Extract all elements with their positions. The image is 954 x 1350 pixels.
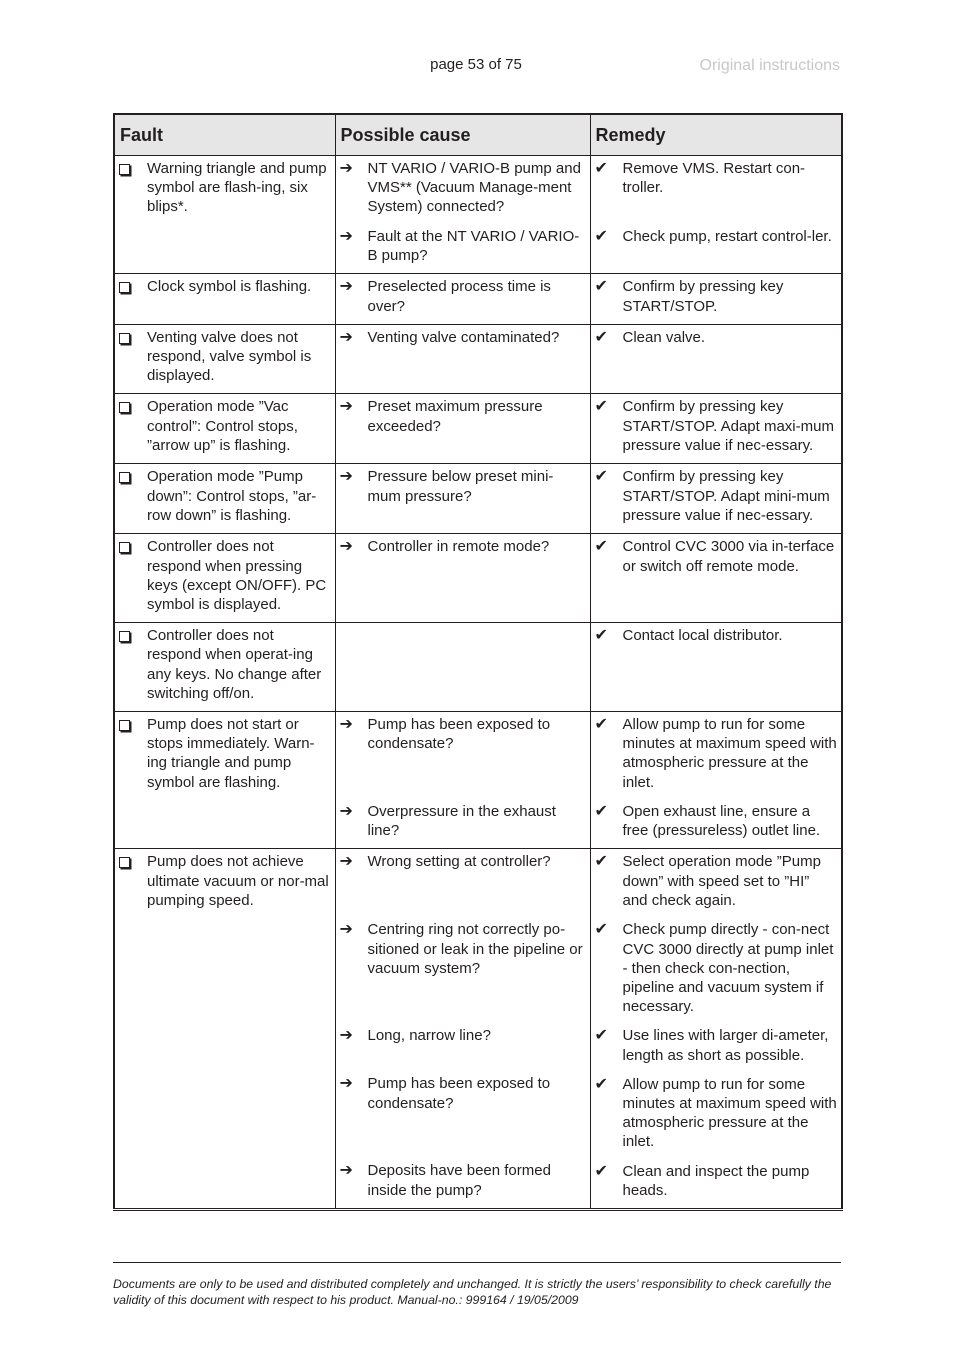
arrow-right-icon: ➔ bbox=[339, 468, 353, 486]
remedy-item bbox=[591, 397, 842, 455]
fault-text: Pump does not achieve ultimate vacuum or nor-mal pumping speed. bbox=[147, 853, 329, 909]
checkmark-icon: ✔ bbox=[594, 398, 608, 416]
remedy-item bbox=[591, 626, 842, 645]
fault-text: Operation mode ”Pump down”: Control stops, ”ar-row down” is flashing. bbox=[147, 468, 317, 524]
cause-cell bbox=[335, 712, 590, 849]
checkmark-icon: ✔ bbox=[594, 468, 608, 486]
remedy-item bbox=[591, 852, 842, 910]
arrow-right-icon: ➔ bbox=[339, 1075, 353, 1093]
remedy-item bbox=[591, 537, 842, 575]
remedy-text: Control CVC 3000 via in-terface or switch off remote mode. bbox=[622, 538, 835, 575]
remedy-text: Remove VMS. Restart con-troller. bbox=[622, 160, 806, 197]
arrow-right-icon: ➔ bbox=[339, 398, 353, 416]
fault-text: Pump does not start or stops immediately. Warn-ing triangle and pump symbol are flashing. bbox=[147, 716, 315, 791]
fault-text: Operation mode ”Vac control”: Control stops, ”arrow up” is flashing. bbox=[147, 398, 298, 454]
cause-cell bbox=[335, 849, 590, 1210]
cause-item bbox=[336, 397, 590, 455]
cause-item bbox=[336, 467, 590, 525]
fault-cell bbox=[114, 623, 335, 712]
fault-text: Clock symbol is flashing. bbox=[147, 278, 312, 296]
remedy-item bbox=[591, 1162, 842, 1200]
checkmark-icon: ✔ bbox=[594, 278, 608, 296]
cause-item bbox=[336, 1161, 590, 1199]
checkbox-icon bbox=[115, 715, 147, 736]
cause-text: Pressure below preset mini-mum pressure? bbox=[367, 468, 554, 505]
checkmark-icon: ✔ bbox=[594, 538, 608, 556]
cause-text: Long, narrow line? bbox=[367, 1027, 491, 1045]
remedy-cell bbox=[590, 464, 842, 534]
cause-cell bbox=[335, 464, 590, 534]
remedy-cell bbox=[590, 156, 842, 274]
remedy-text: Select operation mode ”Pump down” with speed set to ”HI” and check again. bbox=[622, 853, 821, 909]
cause-text: Preset maximum pressure exceeded? bbox=[367, 398, 543, 435]
table-row bbox=[114, 712, 842, 849]
arrow-right-icon: ➔ bbox=[339, 538, 353, 556]
table-row bbox=[114, 274, 842, 324]
cause-item bbox=[336, 802, 590, 840]
remedy-item bbox=[591, 802, 842, 840]
page-number: page 53 of 75 bbox=[430, 56, 522, 73]
cause-item bbox=[336, 328, 590, 347]
remedy-text: Allow pump to run for some minutes at maximum speed with atmospheric pressure at the inlet. bbox=[622, 716, 837, 791]
arrow-right-icon: ➔ bbox=[339, 1027, 353, 1045]
remedy-cell bbox=[590, 623, 842, 712]
footer-disclaimer: Documents are only to be used and distributed completely and unchanged. It is strictly the users’ responsibility to check carefully the validity of this document with respect to his product. Manual-no.: 999164 / 19/05/2009 bbox=[113, 1277, 832, 1307]
cause-cell bbox=[335, 394, 590, 464]
table-row bbox=[114, 324, 842, 394]
remedy-item bbox=[591, 1075, 842, 1152]
arrow-right-icon: ➔ bbox=[339, 160, 353, 177]
checkmark-icon: ✔ bbox=[594, 228, 608, 245]
cause-text: Pump has been exposed to condensate? bbox=[367, 1075, 551, 1112]
remedy-cell bbox=[590, 534, 842, 623]
remedy-text: Confirm by pressing key START/STOP. bbox=[622, 278, 784, 315]
checkbox-icon bbox=[115, 626, 147, 647]
cause-item bbox=[336, 852, 590, 910]
cause-cell bbox=[335, 623, 590, 712]
header-fault: Fault bbox=[114, 114, 335, 156]
remedy-text: Allow pump to run for some minutes at maximum speed with atmospheric pressure at the inlet. bbox=[622, 1075, 837, 1151]
footer-rule bbox=[113, 1262, 841, 1263]
remedy-text: Clean valve. bbox=[622, 328, 706, 346]
arrow-right-icon: ➔ bbox=[339, 1162, 353, 1180]
remedy-item bbox=[591, 467, 842, 525]
fault-text: Controller does not respond when pressing keys (except ON/OFF). PC symbol is displayed. bbox=[147, 538, 327, 614]
cause-cell bbox=[335, 156, 590, 274]
table-row bbox=[114, 464, 842, 534]
remedy-cell bbox=[590, 849, 842, 1210]
remedy-text: Confirm by pressing key START/STOP. Adapt maxi-mum pressure value if nec-essary. bbox=[622, 398, 834, 454]
fault-cell bbox=[114, 156, 335, 274]
fault-cell bbox=[114, 394, 335, 464]
cause-item bbox=[336, 1074, 590, 1151]
cause-cell bbox=[335, 274, 590, 324]
checkbox-icon bbox=[115, 537, 147, 558]
remedy-text: Check pump, restart control-ler. bbox=[622, 228, 832, 245]
remedy-text: Clean and inspect the pump heads. bbox=[622, 1162, 810, 1200]
remedy-text: Contact local distributor. bbox=[622, 627, 783, 645]
checkbox-icon bbox=[115, 852, 147, 873]
cause-text: Overpressure in the exhaust line? bbox=[367, 803, 556, 840]
cause-text: Centring ring not correctly po-sitioned or leak in the pipeline or vacuum system? bbox=[367, 921, 583, 977]
remedy-item bbox=[591, 328, 842, 347]
checkmark-icon: ✔ bbox=[594, 160, 608, 177]
checkmark-icon: ✔ bbox=[594, 853, 608, 871]
checkmark-icon: ✔ bbox=[594, 1162, 608, 1180]
table-row bbox=[114, 534, 842, 623]
cause-text: Wrong setting at controller? bbox=[367, 853, 551, 871]
table-row bbox=[114, 623, 842, 712]
cause-item bbox=[336, 537, 590, 575]
checkmark-icon: ✔ bbox=[594, 716, 608, 734]
checkmark-icon: ✔ bbox=[594, 921, 608, 939]
cause-item bbox=[336, 227, 590, 265]
arrow-right-icon: ➔ bbox=[339, 921, 353, 939]
checkmark-icon: ✔ bbox=[594, 803, 608, 821]
fault-cell bbox=[114, 849, 335, 1210]
arrow-right-icon: ➔ bbox=[339, 328, 353, 346]
remedy-item bbox=[591, 1026, 842, 1064]
cause-text: Controller in remote mode? bbox=[367, 538, 550, 556]
table-row bbox=[114, 849, 842, 1210]
fault-cell bbox=[114, 464, 335, 534]
checkbox-icon bbox=[115, 277, 147, 298]
remedy-cell bbox=[590, 712, 842, 849]
cause-cell bbox=[335, 534, 590, 623]
remedy-text: Use lines with larger di-ameter, length as short as possible. bbox=[622, 1027, 829, 1064]
cause-text: Deposits have been formed inside the pump? bbox=[367, 1162, 551, 1199]
cause-item bbox=[336, 715, 590, 792]
cause-item bbox=[336, 277, 590, 315]
remedy-item bbox=[591, 715, 842, 792]
cause-cell bbox=[335, 324, 590, 394]
arrow-right-icon: ➔ bbox=[339, 278, 353, 296]
checkbox-icon bbox=[115, 467, 147, 488]
checkmark-icon: ✔ bbox=[594, 1075, 608, 1093]
checkmark-icon: ✔ bbox=[594, 328, 608, 346]
cause-item bbox=[336, 626, 590, 645]
troubleshooting-table bbox=[113, 113, 843, 1211]
cause-text: Preselected process time is over? bbox=[367, 278, 551, 315]
table-row bbox=[114, 394, 842, 464]
cause-text: Venting valve contaminated? bbox=[367, 328, 560, 346]
remedy-text: Open exhaust line, ensure a free (pressureless) outlet line. bbox=[622, 803, 821, 840]
remedy-item bbox=[591, 159, 842, 217]
checkbox-icon bbox=[115, 328, 147, 349]
remedy-text: Check pump directly - con-nect CVC 3000 directly at pump inlet - then check con-nection, pipeline and vacuum system if necessary. bbox=[622, 921, 834, 1016]
fault-cell bbox=[114, 324, 335, 394]
cause-text: NT VARIO / VARIO-B pump and VMS** (Vacuum Manage-ment System) connected? bbox=[367, 160, 581, 216]
checkmark-icon: ✔ bbox=[594, 627, 608, 645]
arrow-right-icon: ➔ bbox=[339, 716, 353, 734]
fault-text: Venting valve does not respond, valve symbol is displayed. bbox=[147, 328, 312, 385]
header-possible-cause: Possible cause bbox=[335, 114, 590, 156]
arrow-right-icon: ➔ bbox=[339, 803, 353, 821]
checkmark-icon: ✔ bbox=[594, 1027, 608, 1045]
remedy-item bbox=[591, 277, 842, 315]
cause-item bbox=[336, 1026, 590, 1064]
table-row bbox=[114, 156, 842, 274]
cause-text: Fault at the NT VARIO / VARIO-B pump? bbox=[367, 228, 580, 265]
fault-cell bbox=[114, 534, 335, 623]
fault-text: Controller does not respond when operat-ing any keys. No change after switching off/on. bbox=[147, 627, 322, 702]
cause-text: Pump has been exposed to condensate? bbox=[367, 716, 551, 753]
remedy-cell bbox=[590, 394, 842, 464]
fault-cell bbox=[114, 712, 335, 849]
remedy-cell bbox=[590, 274, 842, 324]
remedy-text: Confirm by pressing key START/STOP. Adapt mini-mum pressure value if nec-essary. bbox=[622, 468, 830, 524]
checkbox-icon bbox=[115, 397, 147, 418]
table-header-row bbox=[114, 114, 842, 156]
remedy-item bbox=[591, 920, 842, 1016]
checkbox-icon bbox=[115, 159, 147, 180]
cause-item bbox=[336, 920, 590, 1016]
remedy-item bbox=[591, 227, 842, 265]
remedy-cell bbox=[590, 324, 842, 394]
arrow-right-icon: ➔ bbox=[339, 228, 353, 245]
original-instructions-label: Original instructions bbox=[699, 57, 840, 74]
cause-item bbox=[336, 159, 590, 217]
fault-text: Warning triangle and pump symbol are flash-ing, six blips*. bbox=[147, 160, 327, 216]
header-remedy: Remedy bbox=[590, 114, 842, 156]
fault-cell bbox=[114, 274, 335, 324]
arrow-right-icon: ➔ bbox=[339, 853, 353, 871]
